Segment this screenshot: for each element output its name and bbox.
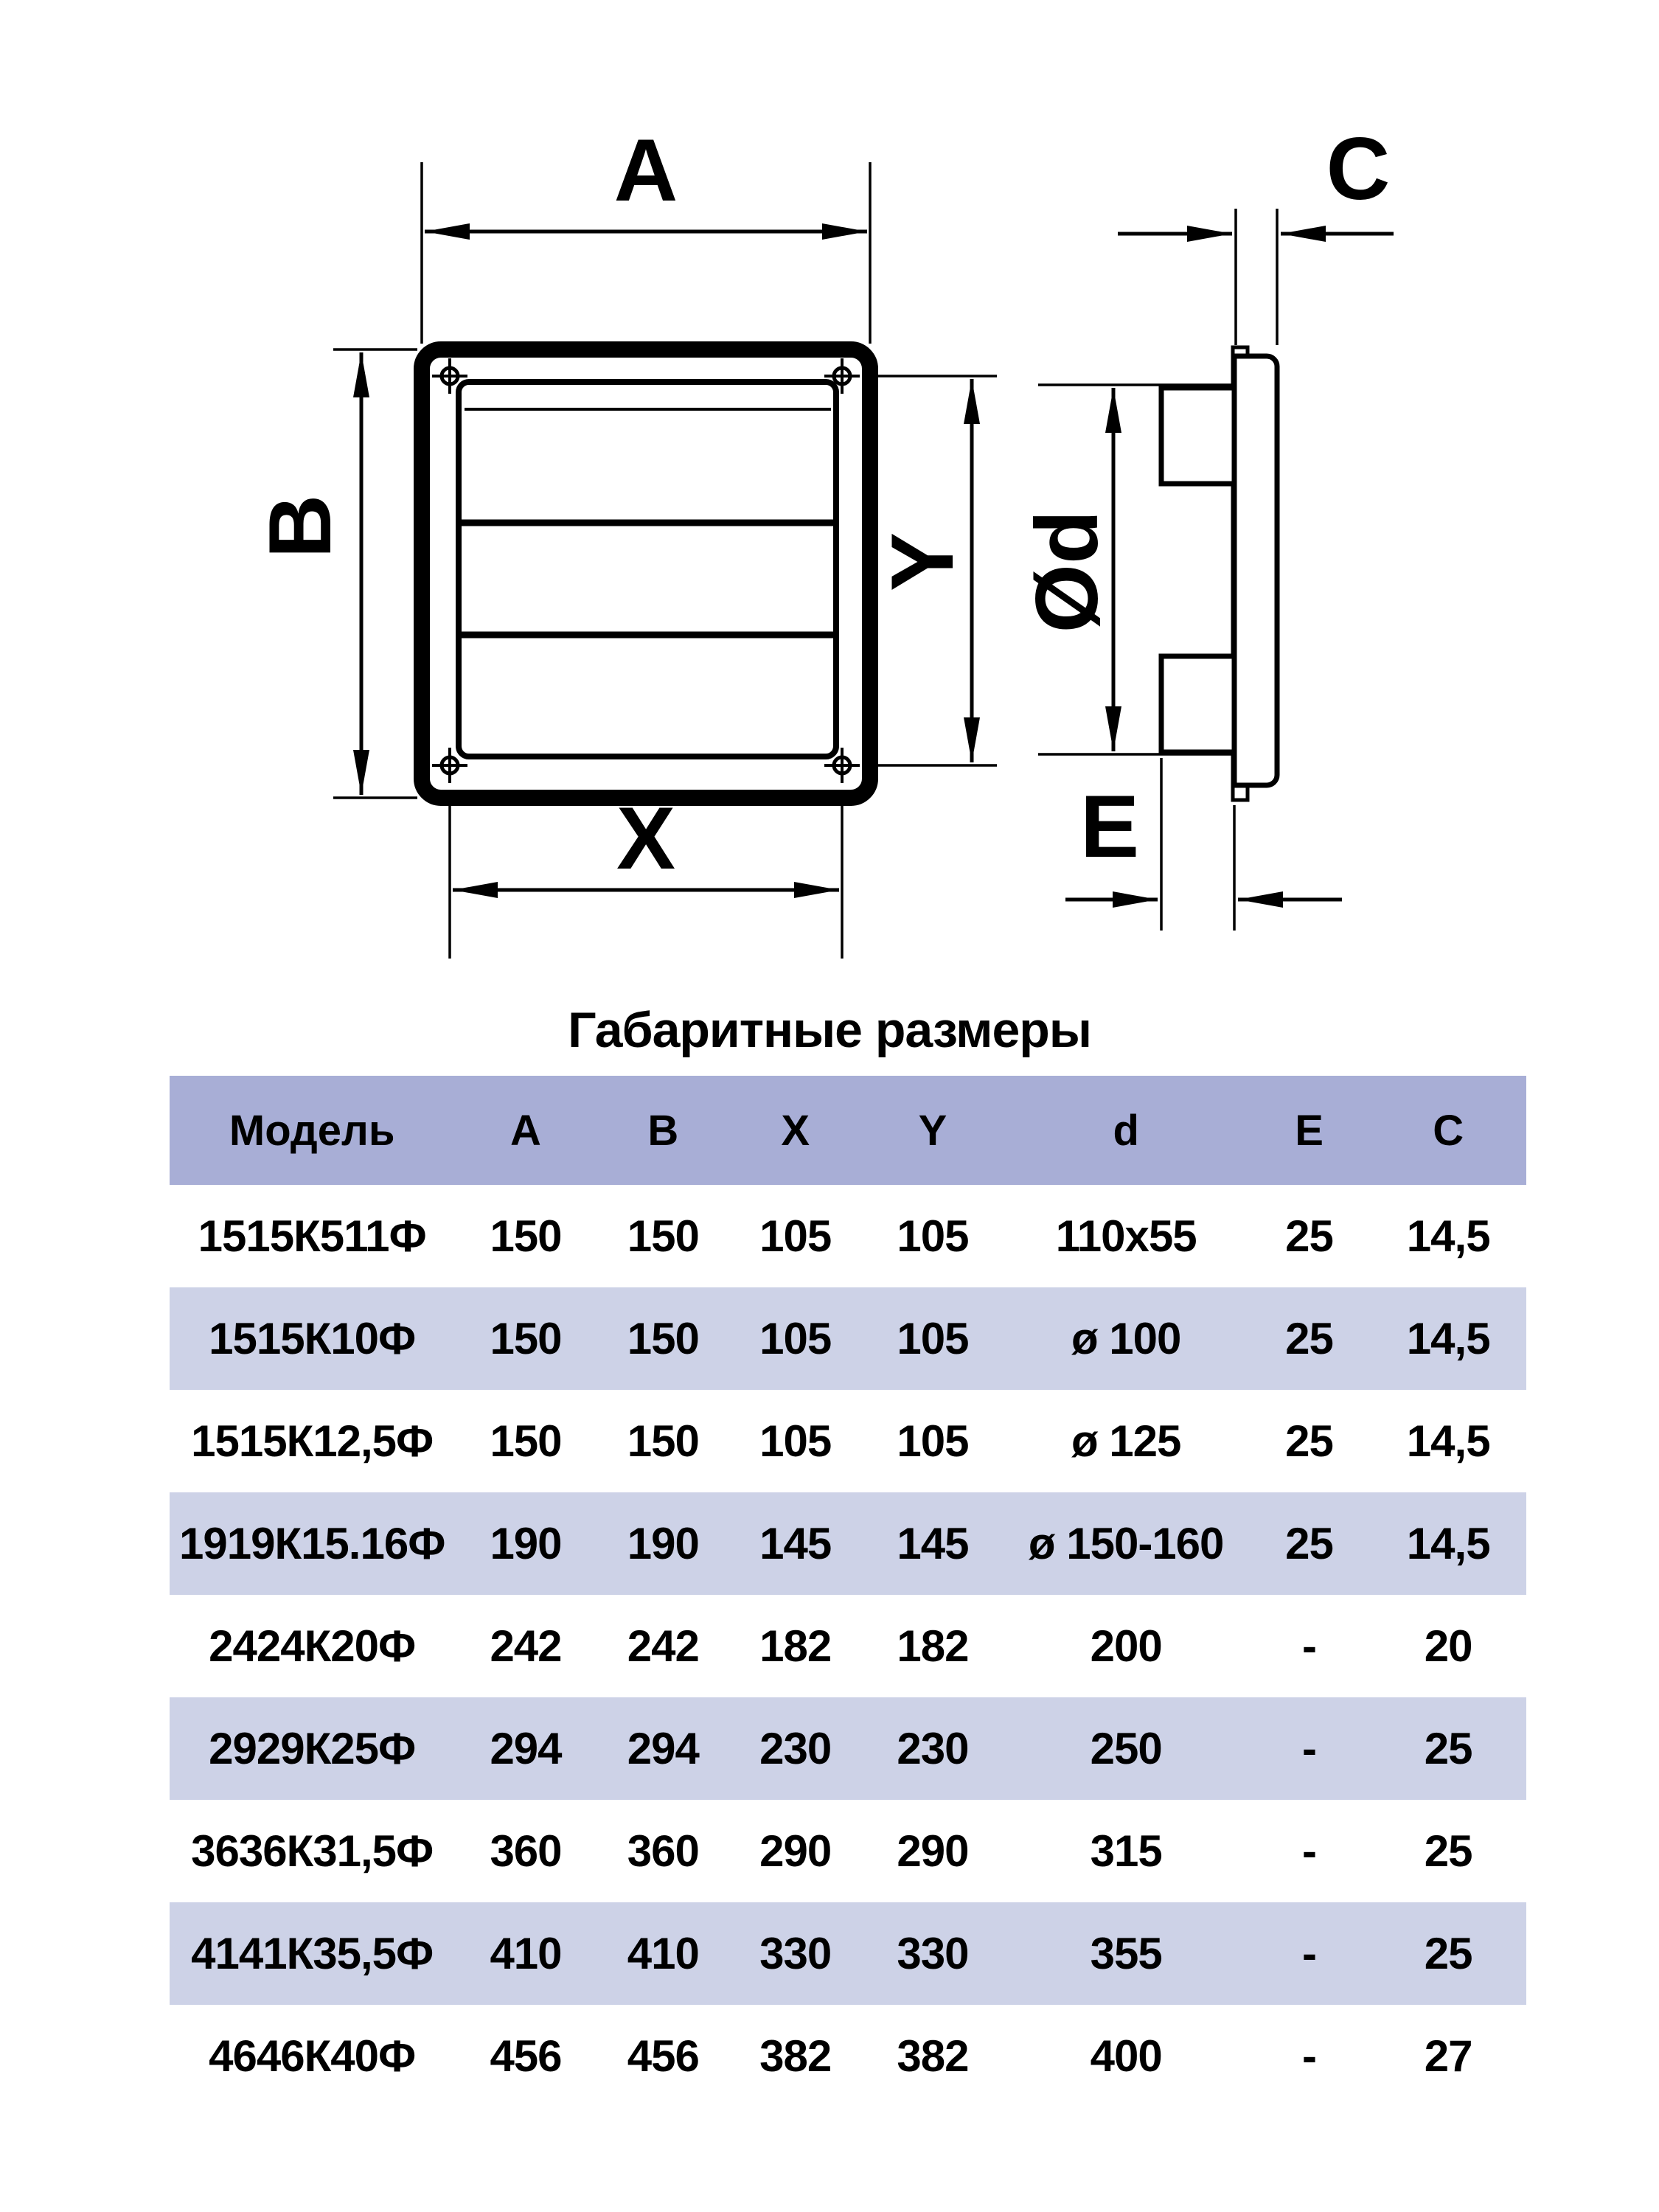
cell-Y: 290 [897, 1826, 969, 1876]
cell-X: 145 [759, 1519, 832, 1568]
cell-B: 410 [627, 1929, 699, 1978]
cell-E: - [1302, 1929, 1317, 1978]
cell-E: - [1302, 1621, 1317, 1671]
cell-model: 1919К15.16Ф [178, 1519, 445, 1568]
dimension-A [422, 121, 870, 344]
flange-body [1234, 356, 1277, 785]
cell-d: 355 [1090, 1929, 1162, 1978]
dim-label-C: C [1326, 119, 1391, 218]
cell-C: 25 [1424, 1826, 1472, 1876]
column-header-model: Модель [229, 1106, 395, 1155]
dim-label-d: Ød [1018, 509, 1116, 633]
cell-model: 4141К35,5Ф [191, 1929, 434, 1978]
column-header-E: E [1295, 1106, 1324, 1155]
cell-model: 2424К20Ф [209, 1621, 416, 1671]
column-header-B: B [647, 1106, 679, 1155]
front-view [251, 121, 997, 959]
dimension-E [1065, 758, 1342, 931]
cell-X: 105 [759, 1416, 832, 1466]
cell-C: 25 [1424, 1724, 1472, 1773]
table-row [170, 1902, 1526, 2005]
column-header-d: d [1113, 1106, 1139, 1155]
cell-C: 27 [1424, 2031, 1472, 2081]
table-row [170, 1800, 1526, 1902]
cell-C: 14,5 [1406, 1416, 1490, 1466]
cell-d: ø 150-160 [1028, 1519, 1224, 1568]
cell-model: 4646К40Ф [209, 2031, 416, 2081]
cell-A: 456 [490, 2031, 562, 2081]
cell-X: 290 [759, 1826, 832, 1876]
cell-B: 242 [627, 1621, 699, 1671]
cell-Y: 330 [897, 1929, 969, 1978]
cell-d: 400 [1090, 2031, 1162, 2081]
cell-X: 105 [759, 1211, 832, 1261]
dim-label-B: B [251, 494, 349, 559]
table-row [170, 1492, 1526, 1595]
duct-spigot-top [1161, 388, 1234, 484]
table-row [170, 1697, 1526, 1800]
cell-d: ø 100 [1071, 1314, 1181, 1363]
page-title: Габаритные размеры [568, 1002, 1091, 1058]
cell-A: 294 [490, 1724, 562, 1773]
cell-X: 105 [759, 1314, 832, 1363]
cell-C: 14,5 [1406, 1519, 1490, 1568]
table-row [170, 1185, 1526, 1287]
grille-louvre-panel [459, 382, 836, 757]
cell-B: 456 [627, 2031, 699, 2081]
cell-A: 190 [490, 1519, 562, 1568]
cell-Y: 145 [897, 1519, 969, 1568]
cell-model: 1515К10Ф [209, 1314, 416, 1363]
cell-Y: 105 [897, 1416, 969, 1466]
cell-model: 3636К31,5Ф [191, 1826, 434, 1876]
cell-model: 1515К511Ф [198, 1211, 426, 1261]
cell-A: 360 [490, 1826, 562, 1876]
cell-Y: 105 [897, 1314, 969, 1363]
cell-E: 25 [1285, 1314, 1333, 1363]
dimension-Y [873, 376, 997, 765]
table-row [170, 1595, 1526, 1697]
cell-Y: 182 [897, 1621, 969, 1671]
side-view [1018, 119, 1394, 931]
cell-d: 250 [1090, 1724, 1162, 1773]
column-header-C: C [1433, 1106, 1464, 1155]
cell-X: 330 [759, 1929, 832, 1978]
cell-d: 315 [1090, 1826, 1162, 1876]
cell-E: 25 [1285, 1211, 1333, 1261]
cell-d: ø 125 [1071, 1416, 1181, 1466]
dimension-X [450, 789, 842, 959]
table-row [170, 2005, 1526, 2107]
dim-label-A: A [613, 121, 678, 220]
cell-B: 360 [627, 1826, 699, 1876]
cell-A: 242 [490, 1621, 562, 1671]
cell-model: 2929К25Ф [209, 1724, 416, 1773]
cell-A: 150 [490, 1314, 562, 1363]
cell-B: 150 [627, 1211, 699, 1261]
column-header-Y: Y [918, 1106, 947, 1155]
column-header-A: A [510, 1106, 541, 1155]
cell-E: 25 [1285, 1416, 1333, 1466]
cell-B: 150 [627, 1314, 699, 1363]
dimension-drawing [0, 0, 1659, 1003]
dim-label-X: X [616, 789, 676, 888]
cell-B: 294 [627, 1724, 699, 1773]
cell-Y: 382 [897, 2031, 969, 2081]
cell-C: 25 [1424, 1929, 1472, 1978]
cell-X: 382 [759, 2031, 832, 2081]
cell-model: 1515К12,5Ф [191, 1416, 434, 1466]
dimension-C [1118, 119, 1394, 345]
dim-label-E: E [1079, 777, 1140, 876]
cell-A: 150 [490, 1211, 562, 1261]
cell-d: 200 [1090, 1621, 1162, 1671]
cell-B: 190 [627, 1519, 699, 1568]
table-row [170, 1390, 1526, 1492]
cell-C: 14,5 [1406, 1211, 1490, 1261]
cell-Y: 105 [897, 1211, 969, 1261]
cell-A: 150 [490, 1416, 562, 1466]
cell-A: 410 [490, 1929, 562, 1978]
cell-E: - [1302, 1826, 1317, 1876]
cell-E: - [1302, 2031, 1317, 2081]
cell-X: 230 [759, 1724, 832, 1773]
cell-C: 20 [1424, 1621, 1472, 1671]
dimension-B [251, 349, 417, 798]
cell-C: 14,5 [1406, 1314, 1490, 1363]
cell-B: 150 [627, 1416, 699, 1466]
duct-spigot-bottom [1161, 656, 1234, 752]
cell-X: 182 [759, 1621, 832, 1671]
table-header-row [170, 1076, 1526, 1185]
cell-E: - [1302, 1724, 1317, 1773]
cell-E: 25 [1285, 1519, 1333, 1568]
dim-label-Y: Y [873, 532, 972, 592]
table-row [170, 1287, 1526, 1390]
column-header-X: X [781, 1106, 810, 1155]
dimensions-table [170, 1076, 1526, 2107]
cell-d: 110x55 [1055, 1211, 1197, 1261]
cell-Y: 230 [897, 1724, 969, 1773]
